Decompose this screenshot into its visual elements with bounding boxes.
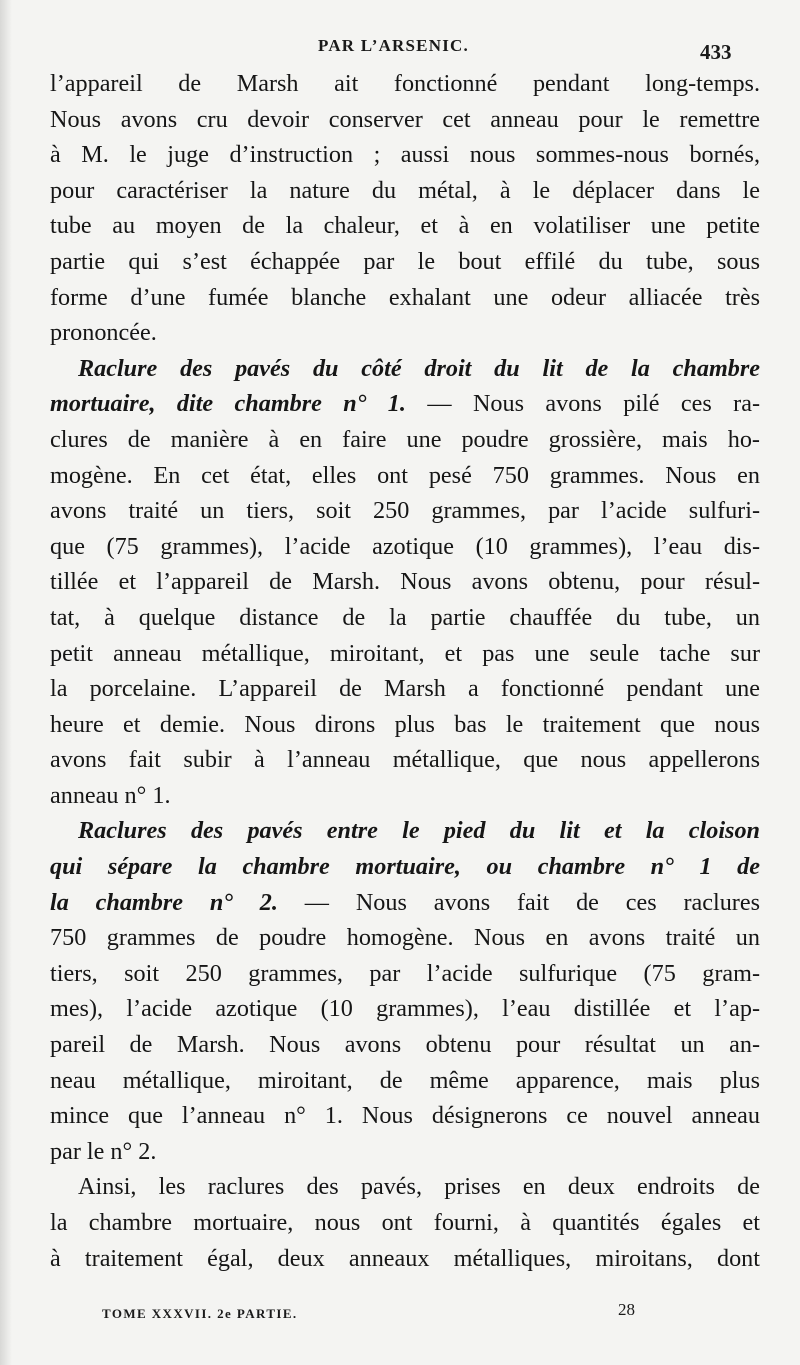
section-heading-text: la chambre n° 2. <box>50 888 278 916</box>
text-line: par le n° 2. <box>50 1137 157 1165</box>
text-line-mixed <box>50 386 760 422</box>
section-heading-line: qui sépare la chambre mortuaire, ou chambre n° 1 de <box>50 853 760 881</box>
text-line: tat, à quelque distance de la partie chauffée du tube, un <box>50 603 760 631</box>
text-line: petit anneau métallique, miroitant, et pas une seule tache sur <box>50 639 760 667</box>
text-line: à traitement égal, deux anneaux métalliques, miroitans, dont <box>50 1244 760 1272</box>
page-footer <box>0 1300 800 1330</box>
text-fragment: — Nous avons fait de ces raclures <box>304 888 760 916</box>
text-line: heure et demie. Nous dirons plus bas le traitement que nous <box>50 710 760 738</box>
text-line: forme d’une fumée blanche exhalant une odeur alliacée très <box>50 283 760 311</box>
section-heading-line: Raclure des pavés du côté droit du lit de la chambre <box>78 354 760 382</box>
page-number: 433 <box>700 40 732 64</box>
text-line: que (75 grammes), l’acide azotique (10 grammes), l’eau dis- <box>50 532 760 560</box>
text-line: Nous avons cru devoir conserver cet anneau pour le remettre <box>50 105 760 133</box>
signature-mark: 28 <box>618 1300 635 1319</box>
text-line: avons fait subir à l’anneau métallique, que nous appellerons <box>50 746 760 774</box>
text-line: tube au moyen de la chaleur, et à en volatiliser une petite <box>50 212 760 240</box>
section-heading-line: Raclures des pavés entre le pied du lit et la cloison <box>78 817 760 845</box>
text-line: la porcelaine. L’appareil de Marsh a fonctionné pendant une <box>50 675 760 703</box>
text-line: anneau n° 1. <box>50 781 171 809</box>
page-edge-shadow <box>0 0 12 1365</box>
body-text <box>50 66 760 1276</box>
text-line: mes), l’acide azotique (10 grammes), l’eau distillée et l’ap- <box>50 995 760 1023</box>
text-fragment: — Nous avons pilé ces ra- <box>427 390 760 418</box>
text-line: à M. le juge d’instruction ; aussi nous sommes-nous bornés, <box>50 141 760 169</box>
text-line: partie qui s’est échappée par le bout effilé du tube, sous <box>50 247 760 275</box>
text-line: tiers, soit 250 grammes, par l’acide sulfurique (75 gram- <box>50 959 760 987</box>
text-line: 750 grammes de poudre homogène. Nous en avons traité un <box>50 924 760 952</box>
running-head <box>0 32 800 62</box>
text-line: neau métallique, miroitant, de même apparence, mais plus <box>50 1066 760 1094</box>
text-line: pareil de Marsh. Nous avons obtenu pour résultat un an- <box>50 1031 760 1059</box>
text-line-mixed <box>50 885 760 921</box>
text-line: mogène. En cet état, elles ont pesé 750 grammes. Nous en <box>50 461 760 489</box>
text-line: prononcée. <box>50 319 157 347</box>
section-heading-text: mortuaire, dite chambre n° 1. <box>50 390 406 418</box>
text-line: Ainsi, les raclures des pavés, prises en deux endroits de <box>78 1173 760 1201</box>
text-line: tillée et l’appareil de Marsh. Nous avons obtenu, pour résul- <box>50 568 760 596</box>
text-line: la chambre mortuaire, nous ont fourni, à quantités égales et <box>50 1209 760 1236</box>
text-line: clures de manière à en faire une poudre grossière, mais ho- <box>50 425 760 453</box>
running-title: PAR L’ARSENIC. <box>318 36 469 55</box>
text-line: pour caractériser la nature du métal, à le déplacer dans le <box>50 176 760 204</box>
text-line: avons traité un tiers, soit 250 grammes, par l’acide sulfuri- <box>50 497 760 525</box>
text-line: mince que l’anneau n° 1. Nous désignerons ce nouvel anneau <box>50 1102 760 1130</box>
text-line: l’appareil de Marsh ait fonctionné pendant long-temps. <box>50 70 760 97</box>
volume-note: TOME XXXVII. 2e PARTIE. <box>102 1306 298 1321</box>
